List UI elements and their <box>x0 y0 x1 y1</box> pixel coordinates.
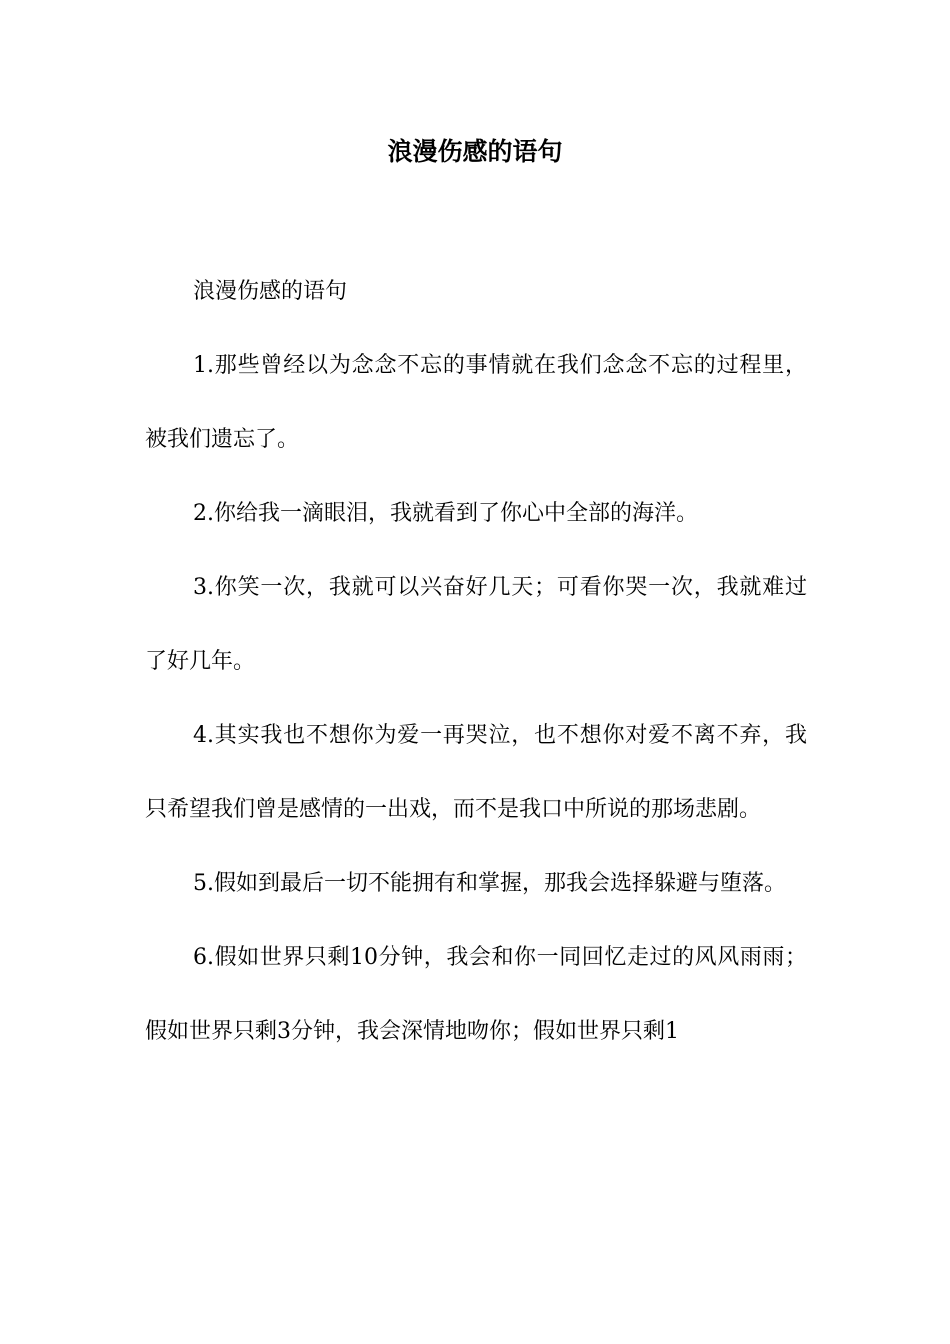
document-title: 浪漫伤感的语句 <box>387 137 563 166</box>
paragraph-item-1: 1.那些曾经以为念念不忘的事情就在我们念念不忘的过程里，被我们遗忘了。 <box>145 353 807 452</box>
paragraph-item-2: 2.你给我一滴眼泪，我就看到了你心中全部的海洋。 <box>193 501 698 526</box>
paragraph-item-5: 5.假如到最后一切不能拥有和掌握，那我会选择躲避与堕落。 <box>193 871 786 896</box>
paragraph-item-6: 6.假如世界只剩10分钟，我会和你一同回忆走过的风风雨雨；假如世界只剩3分钟，我会深情地吻你；假如世界只剩1 <box>145 945 807 1044</box>
paragraph-item-4: 4.其实我也不想你为爱一再哭泣，也不想你对爱不离不弃，我只希望我们曾是感情的一出戏，而不是我口中所说的那场悲剧。 <box>145 723 807 822</box>
document-body <box>145 255 807 1069</box>
paragraph-heading: 浪漫伤感的语句 <box>193 279 348 304</box>
paragraph-item-3: 3.你笑一次，我就可以兴奋好几天；可看你哭一次，我就难过了好几年。 <box>145 575 807 674</box>
